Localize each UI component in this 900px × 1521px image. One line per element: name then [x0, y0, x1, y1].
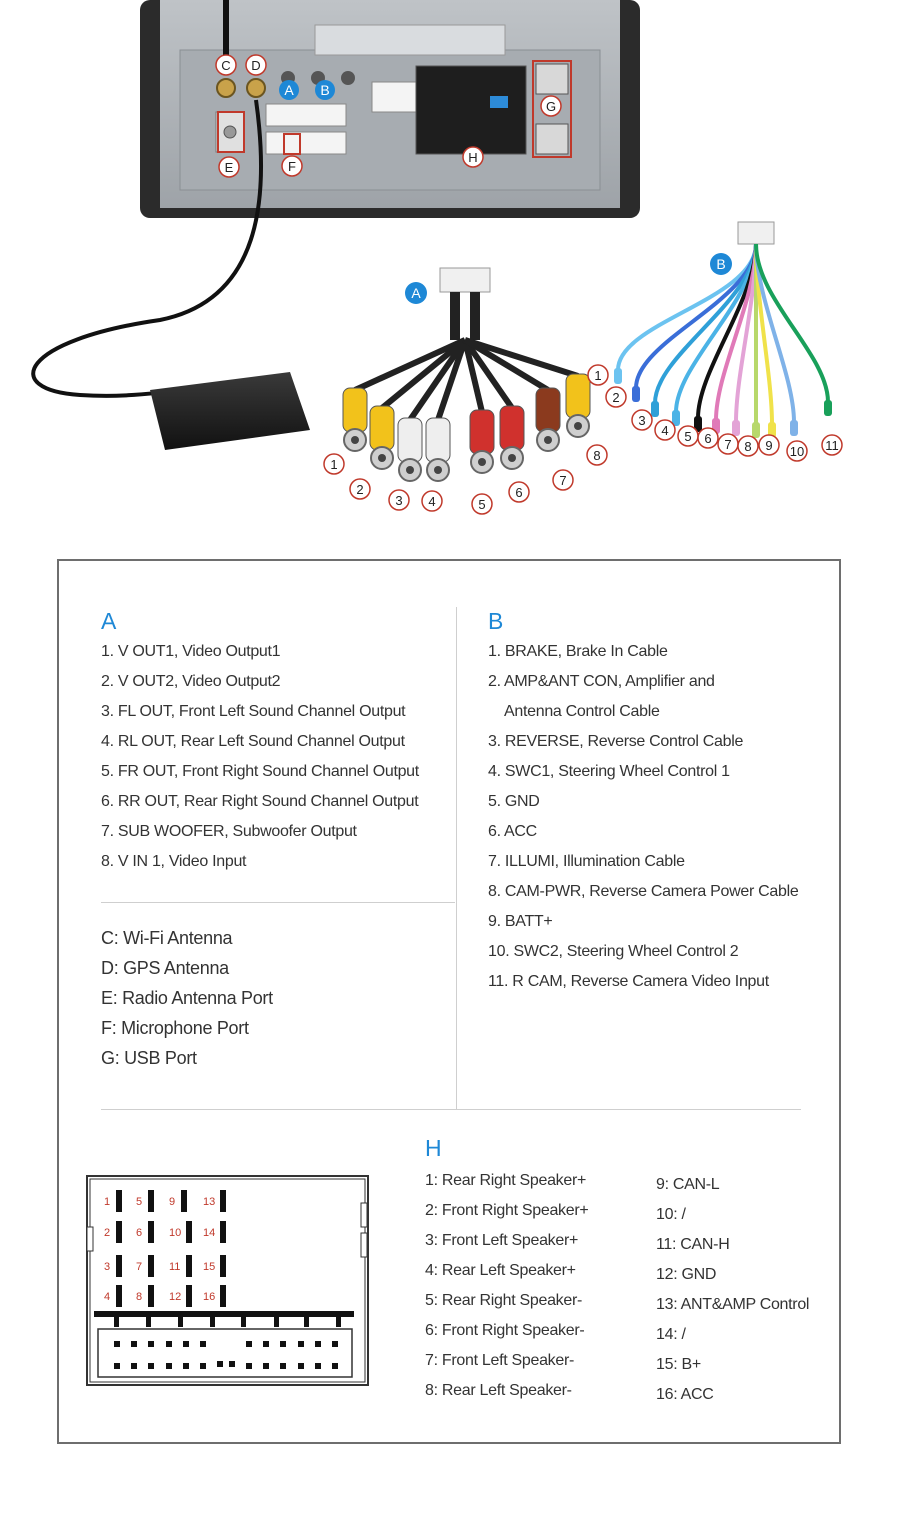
number-callout	[655, 420, 675, 440]
svg-text:9: 9	[765, 438, 773, 453]
ports-list	[101, 923, 273, 1073]
list-item: 14: /	[656, 1326, 686, 1343]
section-b-heading: B	[488, 608, 504, 634]
callout-c	[216, 55, 236, 75]
list-item: 2: Front Right Speaker+	[425, 1202, 589, 1219]
list-item: 1: Rear Right Speaker+	[425, 1172, 587, 1189]
callout-f	[282, 156, 302, 176]
svg-text:4: 4	[428, 494, 436, 509]
list-item: E: Radio Antenna Port	[101, 988, 273, 1008]
svg-text:15: 15	[203, 1261, 216, 1273]
number-callout	[553, 470, 573, 490]
svg-text:G: G	[545, 99, 557, 114]
list-item: 2. V OUT2, Video Output2	[101, 673, 281, 690]
list-item: 5: Rear Right Speaker-	[425, 1292, 583, 1309]
head-unit	[140, 0, 640, 218]
number-callout	[822, 435, 842, 455]
callout-h	[463, 147, 483, 167]
list-item: 4. SWC1, Steering Wheel Control 1	[488, 763, 730, 780]
list-item: D: GPS Antenna	[101, 958, 229, 978]
section-a-list	[101, 637, 419, 877]
svg-text:6: 6	[515, 485, 523, 500]
number-callout	[738, 436, 758, 456]
svg-text:8: 8	[593, 448, 601, 463]
svg-text:7: 7	[724, 437, 732, 452]
svg-text:C: C	[221, 58, 231, 73]
list-item: 15: B+	[656, 1356, 701, 1373]
list-item: 6. ACC	[488, 823, 537, 840]
svg-text:7: 7	[559, 473, 567, 488]
list-item: F: Microphone Port	[101, 1018, 249, 1038]
list-item: 7. SUB WOOFER, Subwoofer Output	[101, 823, 357, 840]
number-callout	[678, 426, 698, 446]
svg-text:6: 6	[136, 1227, 143, 1239]
callout-b	[315, 80, 335, 100]
list-item: 7: Front Left Speaker-	[425, 1352, 575, 1369]
svg-text:E: E	[224, 160, 234, 175]
list-item: 4: Rear Left Speaker+	[425, 1262, 576, 1279]
svg-text:F: F	[288, 159, 296, 174]
svg-text:7: 7	[136, 1261, 143, 1273]
cable-b-wire	[756, 244, 832, 416]
list-item: 3. FL OUT, Front Left Sound Channel Output	[101, 703, 406, 720]
svg-text:A: A	[411, 285, 421, 301]
list-item: C: Wi-Fi Antenna	[101, 928, 233, 948]
list-item: 4. RL OUT, Rear Left Sound Channel Output	[101, 733, 405, 750]
list-item: 10. SWC2, Steering Wheel Control 2	[488, 943, 739, 960]
svg-text:3: 3	[104, 1261, 111, 1273]
svg-text:8: 8	[744, 439, 752, 454]
divider	[101, 902, 455, 903]
list-item: 2. AMP&ANT CON, Amplifier and	[488, 673, 715, 690]
svg-text:1: 1	[330, 457, 338, 472]
number-callout	[509, 482, 529, 502]
svg-text:2: 2	[356, 482, 364, 497]
section-h-right-list	[656, 1170, 809, 1410]
svg-text:3: 3	[638, 413, 646, 428]
list-item: 12: GND	[656, 1266, 717, 1283]
svg-text:10: 10	[169, 1227, 182, 1239]
badge-b	[710, 253, 732, 275]
section-a-heading: A	[101, 608, 117, 634]
svg-text:B: B	[320, 82, 330, 98]
list-item: 1. V OUT1, Video Output1	[101, 643, 281, 660]
number-callout	[324, 454, 344, 474]
rca-plugs	[343, 340, 590, 481]
number-callout	[350, 479, 370, 499]
list-item: 6: Front Right Speaker-	[425, 1322, 585, 1339]
number-callout	[759, 435, 779, 455]
cable-a-number-callouts	[324, 445, 607, 514]
list-item: 1. BRAKE, Brake In Cable	[488, 643, 668, 660]
rca-plug	[426, 340, 465, 481]
svg-text:D: D	[251, 58, 261, 73]
svg-text:16: 16	[203, 1291, 216, 1303]
list-item: 3. REVERSE, Reverse Control Cable	[488, 733, 744, 750]
svg-text:8: 8	[136, 1291, 143, 1303]
svg-text:10: 10	[789, 444, 805, 459]
divider	[456, 607, 457, 1109]
list-item: 8: Rear Left Speaker-	[425, 1382, 572, 1399]
list-item: 16: ACC	[656, 1386, 714, 1403]
section-h-heading: H	[425, 1135, 442, 1161]
iso-connector-diagram	[86, 1175, 370, 1387]
list-item: 10: /	[656, 1206, 686, 1223]
callout-d	[246, 55, 266, 75]
cable-b-wire	[632, 244, 756, 402]
svg-text:13: 13	[203, 1196, 216, 1208]
svg-text:11: 11	[169, 1261, 181, 1273]
product-photo	[0, 0, 900, 540]
list-item: G: USB Port	[101, 1048, 197, 1068]
section-h-left-list	[425, 1166, 588, 1406]
number-callout	[422, 491, 442, 511]
gps-antenna-puck	[150, 372, 310, 450]
list-item: 6. RR OUT, Rear Right Sound Channel Output	[101, 793, 419, 810]
list-item: 3: Front Left Speaker+	[425, 1232, 579, 1249]
list-item: 11. R CAM, Reverse Camera Video Input	[488, 973, 769, 990]
list-item: 8. V IN 1, Video Input	[101, 853, 247, 870]
number-callout	[472, 494, 492, 514]
svg-text:A: A	[284, 82, 294, 98]
list-item: 5. FR OUT, Front Right Sound Channel Output	[101, 763, 419, 780]
list-item: 13: ANT&AMP Control	[656, 1296, 810, 1313]
cable-b	[738, 222, 774, 244]
number-callout	[718, 434, 738, 454]
divider	[101, 1109, 801, 1110]
list-item: 11: CAN-H	[656, 1236, 730, 1253]
number-callout	[632, 410, 652, 430]
list-item: 9: CAN-L	[656, 1176, 720, 1193]
svg-text:H: H	[468, 150, 478, 165]
legend-panel	[57, 559, 841, 1444]
number-callout	[698, 428, 718, 448]
svg-text:4: 4	[104, 1291, 111, 1303]
svg-text:1: 1	[104, 1196, 111, 1208]
svg-text:9: 9	[169, 1196, 176, 1208]
number-callout	[606, 387, 626, 407]
list-item: 7. ILLUMI, Illumination Cable	[488, 853, 685, 870]
svg-text:2: 2	[612, 390, 620, 405]
callout-e	[219, 157, 239, 177]
number-callout	[787, 441, 807, 461]
list-item: Antenna Control Cable	[504, 703, 660, 720]
section-b-list	[488, 637, 798, 997]
svg-text:2: 2	[104, 1227, 111, 1239]
svg-text:6: 6	[704, 431, 712, 446]
svg-text:11: 11	[825, 438, 839, 453]
svg-text:3: 3	[395, 493, 403, 508]
number-callout	[587, 445, 607, 465]
callout-g	[541, 96, 561, 116]
svg-text:14: 14	[203, 1227, 216, 1239]
svg-text:5: 5	[478, 497, 486, 512]
svg-text:4: 4	[661, 423, 669, 438]
number-callout	[389, 490, 409, 510]
list-item: 8. CAM-PWR, Reverse Camera Power Cable	[488, 883, 799, 900]
badge-a	[405, 282, 427, 304]
list-item: 5. GND	[488, 793, 540, 810]
svg-text:5: 5	[136, 1196, 143, 1208]
number-callout	[588, 365, 608, 385]
svg-text:B: B	[716, 256, 726, 272]
list-item: 9. BATT+	[488, 913, 553, 930]
svg-text:12: 12	[169, 1291, 182, 1303]
cable-a	[440, 268, 490, 340]
callout-a	[279, 80, 299, 100]
svg-text:1: 1	[594, 368, 602, 383]
svg-text:5: 5	[684, 429, 692, 444]
